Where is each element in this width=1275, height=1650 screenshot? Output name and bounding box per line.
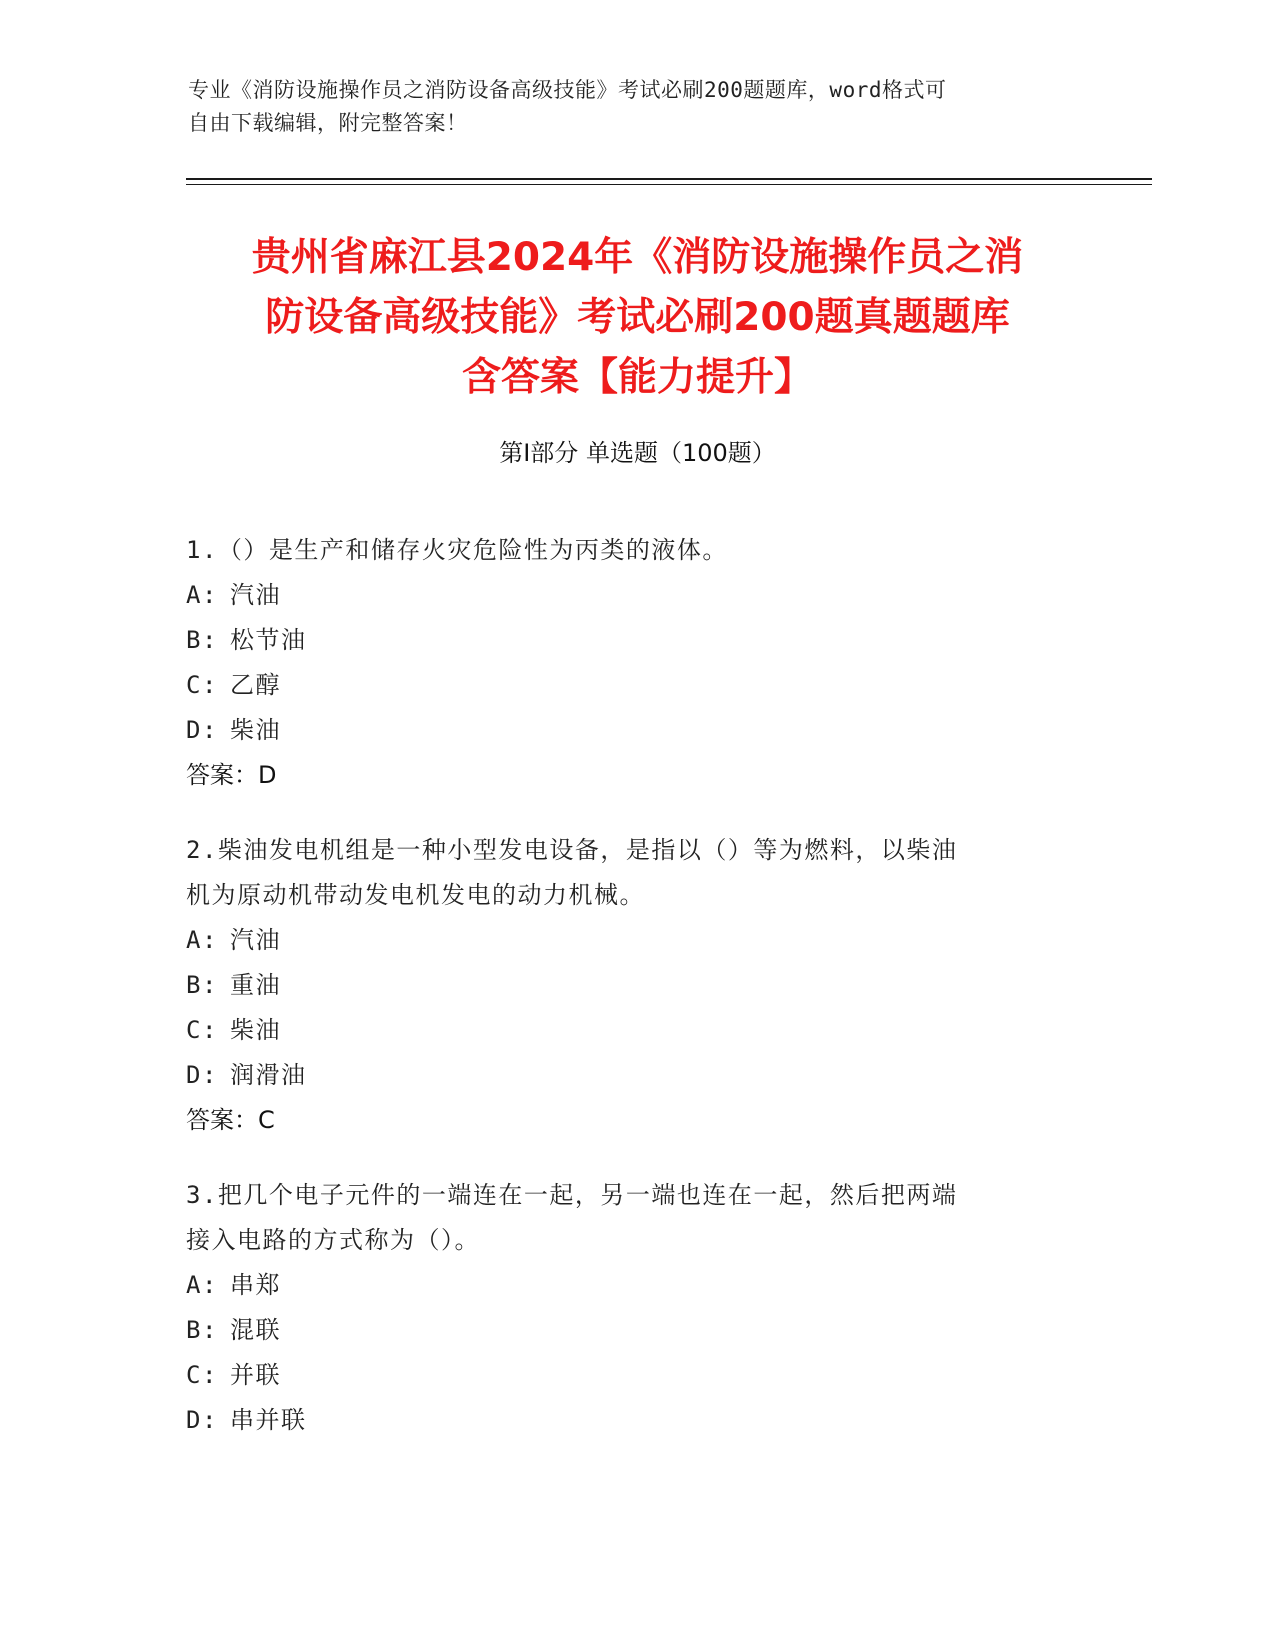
- option-row: [186, 663, 1066, 708]
- question-stem: 2.柴油发电机组是一种小型发电设备，是指以（）等为燃料，以柴油: [186, 836, 958, 864]
- option-row: [186, 918, 1066, 963]
- document-title: [170, 228, 1105, 408]
- option-key: D:: [186, 716, 218, 744]
- question-stem: 机为原动机带动发电机发电的动力机械。: [186, 881, 645, 909]
- option-row: [186, 1263, 1066, 1308]
- question-stem: 接入电路的方式称为（）。: [186, 1226, 480, 1254]
- question-block: [186, 828, 1066, 1143]
- option-key: D:: [186, 1061, 218, 1089]
- question-block: [186, 1173, 1066, 1443]
- question-stem: 1.（）是生产和储存火灾危险性为丙类的液体。: [186, 536, 728, 564]
- option-row: [186, 618, 1066, 663]
- option-text: 汽油: [230, 926, 281, 954]
- option-key: B:: [186, 626, 218, 654]
- option-key: B:: [186, 971, 218, 999]
- question-list: [186, 528, 1066, 1473]
- option-key: C:: [186, 1016, 218, 1044]
- option-text: 并联: [230, 1361, 281, 1389]
- option-text: 混联: [230, 1316, 281, 1344]
- option-row: [186, 573, 1066, 618]
- option-text: 汽油: [230, 581, 281, 609]
- option-row: [186, 1308, 1066, 1353]
- option-key: D:: [186, 1406, 218, 1434]
- option-key: B:: [186, 1316, 218, 1344]
- answer-line: 答案：C: [186, 1106, 275, 1134]
- option-text: 串郑: [230, 1271, 281, 1299]
- option-key: A:: [186, 1271, 218, 1299]
- option-row: [186, 1353, 1066, 1398]
- question-stem: 3.把几个电子元件的一端连在一起，另一端也连在一起，然后把两端: [186, 1181, 958, 1209]
- option-row: [186, 708, 1066, 753]
- option-key: A:: [186, 926, 218, 954]
- option-text: 润滑油: [230, 1061, 307, 1089]
- title-line: 含答案【能力提升】: [461, 355, 813, 400]
- option-text: 重油: [230, 971, 281, 999]
- question-block: [186, 528, 1066, 798]
- header-note: [188, 74, 1068, 140]
- option-row: [186, 1398, 1066, 1443]
- option-text: 柴油: [230, 1016, 281, 1044]
- option-text: 柴油: [230, 716, 281, 744]
- header-note-line: 专业《消防设施操作员之消防设备高级技能》考试必刷200题题库，word格式可: [188, 78, 947, 102]
- title-line: 防设备高级技能》考试必刷200题真题题库: [265, 295, 1010, 340]
- option-row: [186, 1008, 1066, 1053]
- header-divider-thin: [186, 184, 1152, 185]
- option-text: 串并联: [230, 1406, 307, 1434]
- answer-line: 答案：D: [186, 761, 277, 789]
- header-divider-thick: [186, 178, 1152, 180]
- option-text: 乙醇: [230, 671, 281, 699]
- option-text: 松节油: [230, 626, 307, 654]
- title-line: 贵州省麻江县2024年《消防设施操作员之消: [251, 235, 1024, 280]
- option-key: C:: [186, 671, 218, 699]
- option-key: C:: [186, 1361, 218, 1389]
- header-note-line: 自由下载编辑，附完整答案！: [188, 111, 468, 135]
- option-key: A:: [186, 581, 218, 609]
- option-row: [186, 963, 1066, 1008]
- section-heading: 第Ⅰ部分 单选题（100题）: [499, 439, 776, 467]
- option-row: [186, 1053, 1066, 1098]
